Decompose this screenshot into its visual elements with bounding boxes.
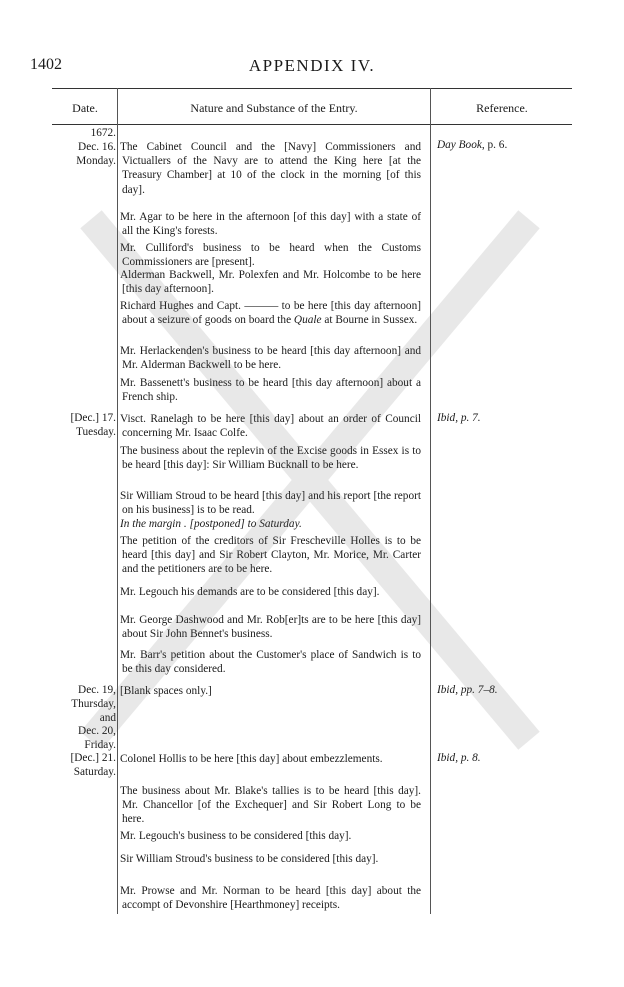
date-line: Friday.: [84, 739, 116, 752]
entry: The business about the replevin of the Excise goods in Essex is to be heard [this day]: Sir William Bucknall to be here.: [120, 445, 421, 472]
entry: Mr. George Dashwood and Mr. Rob[er]ts are to be here [this day] about Sir John Bennet's business.: [120, 614, 421, 641]
entry: Alderman Backwell, Mr. Polexfen and Mr. Holcombe to be here [this day afternoon].: [120, 269, 421, 296]
entry: Sir William Stroud's business to be considered [this day].: [120, 853, 379, 865]
date-line: Tuesday.: [76, 425, 116, 438]
column-header-reference: Reference.: [476, 101, 528, 115]
top-rule: [52, 88, 572, 89]
date-line: [Dec.] 17.: [70, 412, 116, 424]
reference-text: Ibid, p. 7.: [437, 412, 481, 424]
reference-text: Ibid, pp. 7–8.: [437, 684, 498, 696]
entry: In the margin . [postponed] to Saturday.: [120, 518, 302, 530]
date-line: 1672.: [90, 127, 116, 139]
column-header-date: Date.: [72, 101, 98, 115]
date-line: [Dec.] 21.: [70, 752, 116, 764]
row-date: [54, 412, 116, 440]
entry: Mr. Barr's petition about the Customer's place of Sandwich is to be this day considered.: [120, 649, 421, 676]
entry: Mr. Culliford's business to be heard when the Customs Commissioners are [present].: [120, 242, 421, 269]
date-line: Saturday.: [73, 765, 116, 778]
row-reference: [437, 139, 507, 151]
row-date: [54, 127, 116, 168]
page-number: 1402: [30, 56, 62, 73]
running-head: APPENDIX IV.: [248, 56, 376, 75]
entry: Mr. Herlackenden's business to be heard [this day afternoon] and Mr. Alderman Backwell to be here.: [120, 345, 421, 372]
date-line: Dec. 19,: [78, 684, 116, 696]
reference-text: Day Book, p. 6.: [437, 139, 508, 151]
date-line: and: [99, 711, 116, 724]
header-rule: [52, 124, 572, 125]
row-date: [54, 684, 116, 753]
entry: The Cabinet Council and the [Navy] Commissioners and Victuallers of the Navy are to attend the King here [at the Treasury Chamber] at 10 of the clock in the morning [of this day].: [120, 141, 421, 196]
entry: The petition of the creditors of Sir Frescheville Holles is to be heard [this day] and Sir Robert Clayton, Mr. Morice, Mr. Carter and the petitioners are to be here.: [120, 535, 421, 576]
date-line: Dec. 20,: [78, 725, 116, 738]
entry: Mr. Bassenett's business to be heard [this day afternoon] about a French ship.: [120, 377, 421, 404]
date-line: Dec. 16.: [78, 140, 116, 153]
entry: Mr. Agar to be here in the afternoon [of this day] with a state of all the King's forests.: [120, 211, 421, 238]
reference-text: Ibid, p. 8.: [437, 752, 481, 764]
entry: Richard Hughes and Capt. ——— to be here [this day afternoon] about a seizure of goods on board the Quale at Bourne in Sussex.: [120, 300, 421, 327]
column-divider-right: [430, 88, 431, 914]
column-divider-left: [117, 88, 118, 914]
entry: The business about Mr. Blake's tallies is to be heard [this day]. Mr. Chancellor [of the Exchequer] and Sir Robert Long to be here.: [120, 785, 421, 826]
entry: Mr. Legouch's business to be considered [this day].: [120, 830, 352, 842]
entry: [Blank spaces only.]: [120, 685, 212, 697]
row-reference: [437, 752, 481, 764]
row-date: [54, 752, 116, 780]
entry: Sir William Stroud to be heard [this day] and his report [the report on his business] is to be read.: [120, 490, 421, 517]
date-line: Thursday,: [71, 697, 116, 710]
entry: Visct. Ranelagh to be here [this day] about an order of Council concerning Mr. Isaac Colfe.: [120, 413, 421, 440]
entry: Mr. Legouch his demands are to be considered [this day].: [120, 586, 380, 598]
row-reference: [437, 684, 498, 696]
date-line: Monday.: [76, 154, 116, 167]
row-reference: [437, 412, 481, 424]
entry: Mr. Prowse and Mr. Norman to be heard [this day] about the accompt of Devonshire [Hearthmoney] receipts.: [120, 885, 421, 912]
column-header-nature: Nature and Substance of the Entry.: [190, 101, 358, 115]
entry: Colonel Hollis to be here [this day] about embezzlements.: [120, 753, 383, 765]
